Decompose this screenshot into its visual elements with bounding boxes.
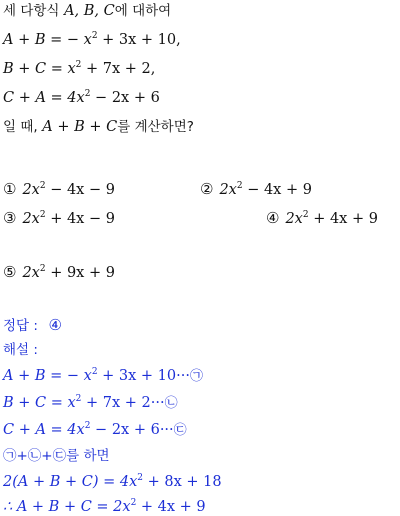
choice-number: ② [200,180,214,198]
solution-line-4-text: ㉠+㉡+㉢를 하면 [3,448,110,464]
solution-line-2 [3,394,178,413]
exponent: 2 [39,181,46,191]
question-prefix: 일 때, [3,119,38,135]
exponent: 2 [75,60,82,70]
problem-intro [3,2,171,20]
choice-term: 2x [22,211,40,227]
marker-giyeok: ㉠ [189,369,203,384]
equation-2 [3,60,155,78]
exponent: 2 [39,210,46,220]
choice-4[interactable] [266,209,378,228]
exponent: 2 [130,498,137,508]
equation-1-lhs: A + B = − x [3,32,92,48]
solution-line-4 [3,447,110,465]
question-suffix: 를 계산하면? [117,119,194,135]
solution-label-text: 해설 : [3,342,38,358]
choice-rest: − 4x − 9 [45,182,115,198]
intro-text: 세 다항식 [3,3,60,19]
choice-rest: − 4x + 9 [242,182,312,198]
equation-3 [3,89,160,107]
equation-3-lhs: C + A = 4x [3,90,85,106]
marker-digeut: ㉢ [173,423,187,438]
answer-value: ④ [48,316,62,334]
solution-line-3-lhs: C + A = 4x [3,422,85,438]
exponent: 2 [91,31,98,41]
choice-term: 2x [285,211,303,227]
exponent: 2 [84,89,91,99]
choice-number: ③ [3,209,17,227]
choice-rest: + 4x − 9 [45,211,115,227]
choice-1[interactable] [3,180,115,199]
question-expression: A + B + C [42,119,118,135]
solution-line-5 [3,473,222,491]
question [3,118,194,136]
choice-5[interactable] [3,263,115,282]
solution-line-6-rest: + 4x + 9 [136,499,206,515]
solution-line-6-lhs: ∴ A + B + C = 2x [3,499,131,515]
choice-term: 2x [22,182,40,198]
choice-term: 2x [22,265,40,281]
choice-2[interactable] [200,180,312,199]
marker-nieun: ㉡ [164,396,178,411]
solution-line-2-lhs: B + C = x [3,395,76,411]
solution-line-3 [3,421,187,440]
answer [3,316,68,335]
equation-2-lhs: B + C = x [3,61,76,77]
solution-line-5-rest: + 8x + 18 [143,474,222,490]
intro-tail: 에 대하여 [114,3,172,19]
choice-term: 2x [219,182,237,198]
exponent: 2 [302,210,309,220]
choice-number: ⑤ [3,263,17,281]
choice-rest: + 9x + 9 [45,265,115,281]
choice-rest: + 4x + 9 [308,211,378,227]
equation-1-rest: + 3x + 10, [97,32,181,48]
intro-variables: A, B, C [64,3,115,19]
choice-3[interactable] [3,209,115,228]
equation-2-rest: + 7x + 2, [81,61,156,77]
solution-label [3,341,38,359]
exponent: 2 [75,394,82,404]
solution-line-6 [3,498,206,516]
exponent: 2 [137,473,144,483]
equation-1 [3,31,181,49]
solution-line-3-rest: − 2x + 6··· [90,422,174,438]
exponent: 2 [236,181,243,191]
solution-line-5-lhs: 2(A + B + C) = 4x [3,474,138,490]
solution-line-1-rest: + 3x + 10··· [97,368,190,384]
equation-3-rest: − 2x + 6 [90,90,160,106]
exponent: 2 [84,421,91,431]
solution-line-1-lhs: A + B = − x [3,368,92,384]
choice-number: ① [3,180,17,198]
exponent: 2 [91,367,98,377]
exponent: 2 [39,264,46,274]
solution-line-2-rest: + 7x + 2··· [81,395,165,411]
answer-label: 정답 : [3,318,38,334]
solution-line-1 [3,367,203,386]
choice-number: ④ [266,209,280,227]
